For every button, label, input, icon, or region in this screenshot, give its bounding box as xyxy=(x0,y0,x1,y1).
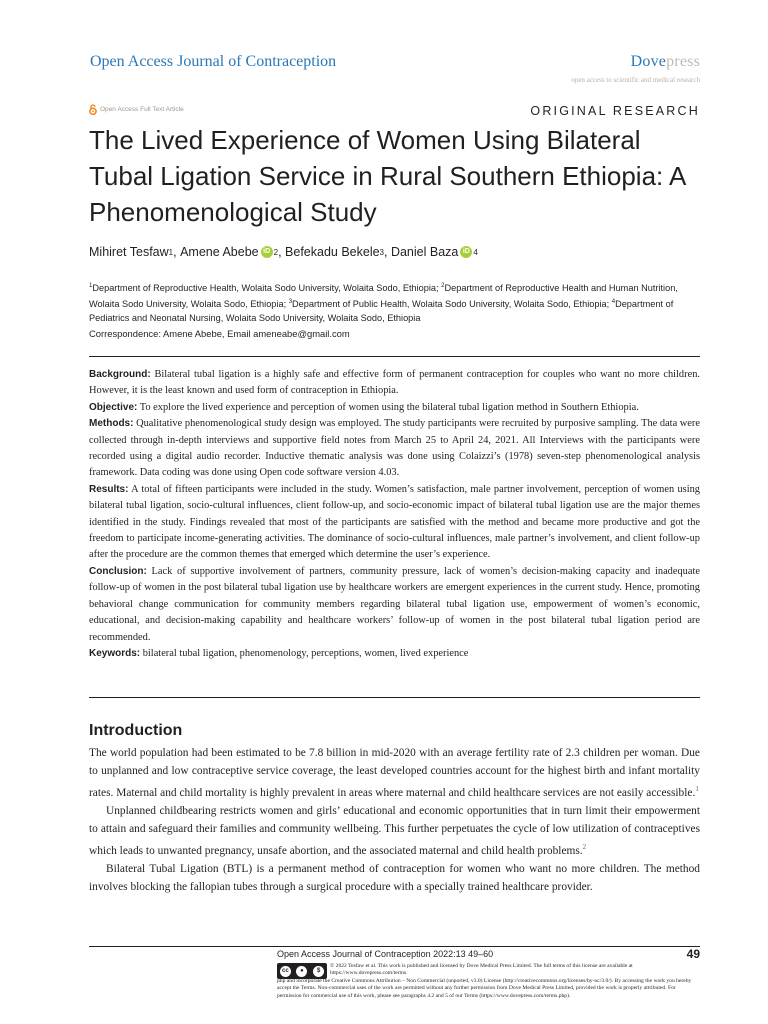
creative-commons-icon[interactable] xyxy=(277,963,327,979)
article-type: ORIGINAL RESEARCH xyxy=(530,104,700,118)
abstract-conclusion xyxy=(89,564,700,646)
paragraph-text: The world population had been estimated to be 7.8 billion in mid-2020 with an average fertility rate of 2.3 children per woman. Due to unplanned and low contraceptive service coverage, the least developed countries account for the highest birth and infant mortality rates. Maternal and child mortality is highly prevalent in areas where maternal and child healthcare services are not easily accessible. xyxy=(89,747,700,799)
introduction-paragraph xyxy=(89,744,700,802)
abstract-bottom-divider xyxy=(89,697,700,698)
abstract-results xyxy=(89,482,700,564)
cc-by-icon: ● xyxy=(296,966,307,977)
abstract-background-text: Bilateral tubal ligation is a highly safe and effective form of permanent contraception for couples who want no more children. However, it is the least known and used form of contraception in Ethiopia. xyxy=(89,369,700,397)
abstract-methods-text: Qualitative phenomenological study design was employed. The study participants were recruited by purposive sampling. The data were collected through in-depth interviews and supportive field notes from March 25 to April 24, 2021. All Interviews with the participants were recorded using a digital audio recorder. Inductive thematic analysis was done using Colaizzi’s (1978) seven-step phenomenological analysis framework. Data coding was done using Open code software version 4.03. xyxy=(89,418,700,479)
author-separator: , xyxy=(384,245,391,259)
journal-name[interactable]: Open Access Journal of Contraception xyxy=(90,53,337,70)
abstract-keywords xyxy=(89,646,700,662)
author-name[interactable]: Amene Abebe xyxy=(180,245,259,259)
affiliation-number: 4 xyxy=(611,299,616,306)
affiliation-text: Department of Reproductive Health and Human Nutrition, Wolaita Sodo University, Wolaita Sodo, Ethiopia; xyxy=(89,283,678,310)
introduction-body xyxy=(89,744,700,896)
affiliation-text: Department of Pediatrics and Neonatal Nursing, Wolaita Sodo University, Wolaita Sodo, Ethiopia xyxy=(89,299,674,324)
footer-divider xyxy=(89,946,700,947)
abstract-methods-label: Methods: xyxy=(89,418,134,430)
introduction-paragraph xyxy=(89,860,700,896)
author-affiliation-ref: 1 xyxy=(168,247,174,257)
author-separator: , xyxy=(173,245,181,259)
author-name[interactable]: Daniel Baza xyxy=(390,245,459,259)
abstract-background-label: Background: xyxy=(89,369,151,380)
license-text: © 2022 Tesfaw et al. This work is published and licensed by Dove Medical Press Limited. The full terms of this license are available at https://www.dovepress.com/terms. xyxy=(330,963,633,977)
abstract-objective xyxy=(89,400,700,416)
abstract-results-label: Results: xyxy=(89,483,129,495)
citation-link[interactable]: 2 xyxy=(582,843,587,852)
cc-logo-icon: cc xyxy=(280,966,291,977)
publisher-logo-dove: Dove xyxy=(630,53,667,70)
affiliation-text: Department of Reproductive Health, Wolaita Sodo University, Wolaita Sodo, Ethiopia; xyxy=(92,283,442,294)
abstract-results-text: A total of fifteen participants were included in the study. Women’s satisfaction, male partner involvement, perception of women using bilateral tubal ligation, socio-cultural influences, client follow-up, and socio-economic impact of bilateral tubal ligation use are the major themes identified in the study. Findings revealed that most of the participants are satisfied with the method and became more productive and got the freedom to participate income-generating activities. The dominance of socio-cultural influences, male partner’s involvement, and client follow-up after the procedure are the common themes that emerged which determine the user’s experience. xyxy=(89,483,700,561)
abstract-conclusion-text: Lack of supportive involvement of partners, community pressure, lack of women’s decision-making capacity and inadequate follow-up of women in the post bilateral tubal ligation use by healthcare workers are emergent experiences in the current study. Hence, promoting behavioral change communication for community members regarding bilateral tubal ligation use, empowerment of women’s economic, educational, and decision-making capability and healthcare workers’ follow-up of women in the post bilateral tubal ligation period are recommended. xyxy=(89,565,700,643)
orcid-icon[interactable]: iD xyxy=(261,246,273,258)
open-access-badge xyxy=(89,104,184,115)
affiliation-number: 2 xyxy=(441,283,445,289)
author-affiliation-ref: 3 xyxy=(379,247,384,257)
abstract-objective-text: To explore the lived experience and perception of women using the bilateral tubal ligation method in Southern Ethiopia. xyxy=(137,401,639,413)
paragraph-text: Unplanned childbearing restricts women and girls’ educational and economic opportunities that in turn limit their empowerment to attain and safeguard their families and community wellbeing. This further perpetuates the cycle of low utilization of contraceptives which leads to unwanted pregnancy, unsafe abortion, and the associated maternal and child health problems. xyxy=(89,805,700,858)
abstract-keywords-label: Keywords: xyxy=(89,647,141,659)
orcid-icon[interactable]: iD xyxy=(460,246,472,258)
introduction-heading: Introduction xyxy=(89,722,183,739)
article-title: The Lived Experience of Women Using Bilateral Tubal Ligation Service in Rural Southern Ethiopia: A Phenomenological Study xyxy=(89,125,685,227)
footer-citation[interactable]: Open Access Journal of Contraception 2022:13 49–60 xyxy=(277,949,494,959)
affiliations xyxy=(89,279,704,325)
publisher-logo-press: press xyxy=(666,53,700,70)
author-separator: , xyxy=(278,245,286,259)
publisher-logo[interactable] xyxy=(631,53,700,71)
introduction-paragraph xyxy=(89,802,700,860)
author-name[interactable]: Mihiret Tesfaw xyxy=(89,245,169,259)
author-name[interactable]: Befekadu Bekele xyxy=(285,245,380,259)
abstract-top-divider xyxy=(89,356,700,357)
license-text-continued: php and incorporate the Creative Commons Attribution – Non Commercial (unported, v3.0) License (http://creativecommons.org/licenses/by-nc/3.0/). By accessing the work you hereby accept the Terms. Non-commercial uses of the work are permitted without any further permission from Dove Medical Press Limited, provided the work is properly attributed. For permission for commercial use of this work, please see paragraphs 4.2 and 5 of our Terms (https://www.dovepress.com/terms.php). xyxy=(277,978,692,999)
open-access-lock-icon xyxy=(89,104,97,115)
author-affiliation-ref: 4 xyxy=(473,247,478,257)
abstract-methods xyxy=(89,416,700,482)
open-access-label: Open Access Full Text Article xyxy=(100,106,184,113)
cc-nc-icon: $ xyxy=(313,966,324,977)
author-affiliation-ref: 2 xyxy=(273,247,279,257)
correspondence: Correspondence: Amene Abebe, Email ameneabe@gmail.com xyxy=(89,328,350,339)
publisher-tagline: open access to scientific and medical research xyxy=(571,76,700,84)
affiliation-number: 3 xyxy=(288,299,293,306)
abstract xyxy=(89,367,700,662)
paragraph-text: Bilateral Tubal Ligation (BTL) is a permanent method of contraception for women who want no more children. The method involves blocking the fallopian tubes through a surgical procedure with a specially trained healthcare provider. xyxy=(89,863,700,894)
abstract-background xyxy=(89,367,700,400)
abstract-conclusion-label: Conclusion: xyxy=(89,565,147,577)
abstract-keywords-text: bilateral tubal ligation, phenomenology, perceptions, women, lived experience xyxy=(140,647,469,659)
page-number: 49 xyxy=(686,947,700,961)
author-list xyxy=(89,245,478,259)
affiliation-number: 1 xyxy=(89,283,93,289)
affiliation-text: Department of Public Health, Wolaita Sodo University, Wolaita Sodo, Ethiopia; xyxy=(292,299,612,310)
citation-link[interactable]: 1 xyxy=(695,785,699,794)
abstract-objective-label: Objective: xyxy=(89,401,138,413)
